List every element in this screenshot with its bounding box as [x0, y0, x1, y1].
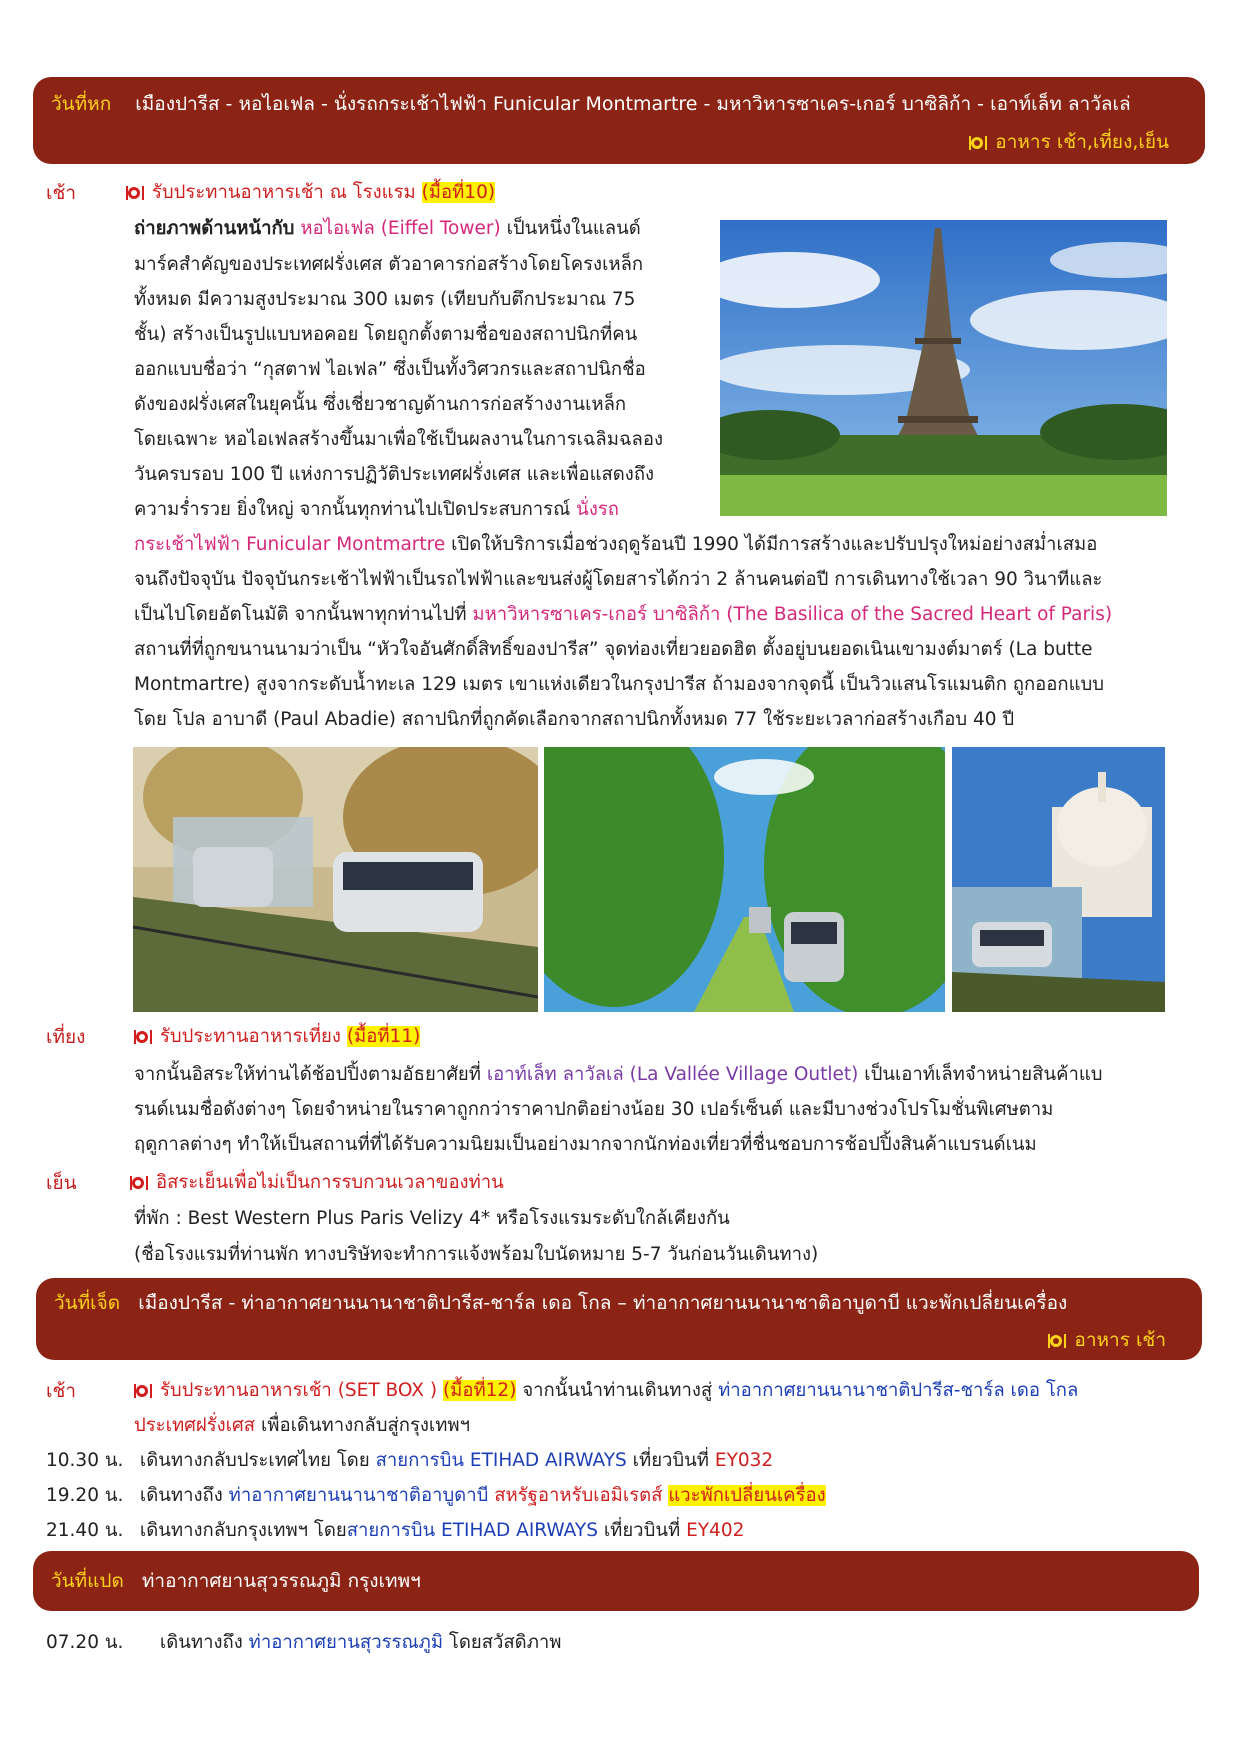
flight-1-mid: เที่ยวบินที่: [632, 1450, 710, 1471]
day6-breakfast-text: รับประทานอาหารเช้า ณ โรงแรม: [152, 182, 416, 203]
eiffel-link: หอไอเฟล (Eiffel Tower): [300, 218, 501, 239]
day6-lunch-l1c: เป็นเอาท์เล็ทจำหน่ายสินค้าแบ: [864, 1064, 1103, 1085]
day6-title: เมืองปารีส - หอไอเฟล - นั่งรถกระเช้าไฟฟ้า Funicular Montmartre - มหาวิหารซาเคร-เกอร์ บาซิลิก้า - เอาท์เล็ท ลาวัลเล่: [135, 93, 1131, 115]
day6-p1-line7: โดยเฉพาะ หอไอเฟลสร้างขึ้นมาเพื่อใช้เป็นผลงานในการเฉลิมฉลอง: [134, 429, 664, 450]
day6-p1-line9: [134, 495, 619, 524]
day6-p1-l9a: ความร่ำรวย ยิ่งใหญ่ จากนั้นทุกท่านไปเปิดประสบการณ์: [134, 499, 571, 520]
day6-hotel-note: (ชื่อโรงแรมที่ท่านพัก ทางบริษัทจะทำการแจ้งพร้อมใบนัดหมาย 5-7 วันก่อนวันเดินทาง): [134, 1244, 819, 1265]
day7-label: วันที่เจ็ด: [54, 1292, 121, 1314]
day7-country: ประเทศฝรั่งเศส: [134, 1415, 256, 1436]
eiffel-tower-illustration: [720, 220, 1167, 516]
flight-2-airport: ท่าอากาศยานนานาชาติอาบูดาบี: [228, 1485, 489, 1506]
day6-p1-line1: [134, 214, 641, 243]
day6-p1-line5: ออกแบบชื่อว่า “กุสตาฟ ไอเฟล” ซึ่งเป็นทั้งวิศวกรและสถาปนิกชื่อ: [134, 359, 646, 380]
day6-p1-l10b: เปิดให้บริการเมื่อช่วงฤดูร้อนปี 1990 ได้มีการสร้างและปรับปรุงใหม่อย่างสม่ำเสมอ: [451, 534, 1098, 555]
flight-3-mid: เที่ยวบินที่: [603, 1520, 681, 1541]
day6-lunch-text: รับประทานอาหารเที่ยง: [160, 1026, 341, 1047]
flight-1-number: EY032: [714, 1450, 774, 1471]
day6-lunch-l2: รนด์เนมชื่อดังต่างๆ โดยจำหน่ายในราคาถูกกว่าราคาปกติอย่างน้อย 30 เปอร์เซ็นต์ และมีบางช่วงโปรโมชั่นพิเศษตาม: [134, 1099, 1054, 1120]
meal-icon: [126, 186, 144, 200]
funicular-summer-illustration: [544, 747, 945, 1012]
day6-breakfast-slot: เช้า: [46, 182, 77, 204]
day8-banner-title-line: [51, 1566, 421, 1596]
eiffel-tower-photo: [720, 220, 1167, 516]
arrival-row: [46, 1628, 561, 1657]
day7-rest: เพื่อเดินทางกลับสู่กรุงเทพฯ: [260, 1415, 471, 1436]
day6-meals: [969, 127, 1169, 157]
day6-dinner-line: [130, 1168, 504, 1197]
flight-2-time: 19.20 น.: [46, 1485, 124, 1506]
day6-lunch-l1a: จากนั้นอิสระให้ท่านได้ช้อปปิ้งตามอัธยาศัยที่: [134, 1064, 481, 1085]
day6-p1-line2: มาร์คสำคัญของประเทศฝรั่งเศส ตัวอาคารก่อสร้างโดยโครงเหล็ก: [134, 254, 644, 275]
day6-breakfast-line: [126, 178, 495, 207]
day6-p1-line15: โดย โปล อาบาดี (Paul Abadie) สถาปนิกที่ถูกคัดเลือกจากสถาปนิกทั้งหมด 77 ใช้ระยะเวลาก่อสร้างเกือบ 40 ปี: [134, 709, 1015, 730]
day6-p1-line11: จนถึงปัจจุบัน ปัจจุบันกระเช้าไฟฟ้าเป็นรถไฟฟ้าและขนส่งผู้โดยสารได้กว่า 2 ล้านคนต่อปี การเดินทางใช้เวลา 90 วินาทีและ: [134, 569, 1103, 590]
day6-p1-l1: เป็นหนึ่งในแลนด์: [506, 218, 641, 239]
flight-1-text: เดินทางกลับประเทศไทย โดย: [139, 1450, 370, 1471]
day6-dinner-slot: เย็น: [46, 1172, 77, 1194]
day6-hotel: ที่พัก : Best Western Plus Paris Velizy 4* หรือโรงแรมระดับใกล้เคียงกัน: [134, 1208, 730, 1229]
day7-title: เมืองปารีส - ท่าอากาศยานนานาชาติปารีส-ชาร์ล เดอ โกล – ท่าอากาศยานนานาชาติอาบูดาบี แวะพักเปลี่ยนเครื่อง: [138, 1292, 1068, 1314]
day7-breakfast-after: จากนั้นนำท่านเดินทางสู่: [522, 1380, 713, 1401]
day6-p1-line6: ดังของฝรั่งเศสในยุคนั้น ซึ่งเชี่ยวชาญด้านการก่อสร้างงานเหล็ก: [134, 394, 627, 415]
day7-breakfast-line2: [134, 1411, 470, 1440]
sacre-coeur-illustration: [952, 747, 1165, 1012]
day7-meals: [1048, 1325, 1166, 1355]
flight-3-airline: สายการบิน ETIHAD AIRWAYS: [346, 1520, 598, 1541]
day6-label: วันที่หก: [51, 93, 112, 115]
flight-3-time: 21.40 น.: [46, 1520, 124, 1541]
day6-p1-line4: ชั้น) สร้างเป็นรูปแบบหอคอย โดยถูกตั้งตามชื่อของสถาปนิกที่คน: [134, 324, 638, 345]
arrival-text: เดินทางถึง: [159, 1632, 243, 1653]
meal-icon: [1048, 1334, 1066, 1348]
day7-banner: [36, 1278, 1202, 1360]
flight-1-time: 10.30 น.: [46, 1450, 124, 1471]
day6-p1-lead: ถ่ายภาพด้านหน้ากับ: [134, 218, 295, 239]
day6-dinner-text: อิสระเย็นเพื่อไม่เป็นการรบกวนเวลาของท่าน: [156, 1172, 504, 1193]
day6-p1-l12a: เป็นไปโดยอัตโนมัติ จากนั้นพาทุกท่านไปที่: [134, 604, 467, 625]
flight-row-3: [46, 1516, 744, 1545]
day6-p1-line3: ทั้งหมด มีความสูงประมาณ 300 เมตร (เทียบกับตึกประมาณ 75: [134, 289, 636, 310]
cdg-airport-link: ท่าอากาศยานนานาชาติปารีส-ชาร์ล เดอ โกล: [718, 1380, 1079, 1401]
flight-2-country: สหรัฐอาหรับเอมิเรตส์: [494, 1485, 663, 1506]
basilica-link: มหาวิหารซาเคร-เกอร์ บาซิลิก้า (The Basilica of the Sacred Heart of Paris): [472, 604, 1113, 625]
flight-3-text: เดินทางกลับกรุงเทพฯ โดย: [139, 1520, 347, 1541]
flight-row-1: [46, 1446, 773, 1475]
meal-icon: [134, 1384, 152, 1398]
day6-p1-line13: สถานที่ที่ถูกขนานนามว่าเป็น “หัวใจอันศักดิ์สิทธิ์ของปารีส” จุดท่องเที่ยวยอดฮิต ตั้งอยู่บนยอดเนินเขามงต์มาตร์ (La butte: [134, 639, 1093, 660]
day7-breakfast-line: [134, 1376, 1078, 1405]
day8-banner: [33, 1551, 1199, 1611]
meal-icon: [130, 1176, 148, 1190]
day8-label: วันที่แปด: [51, 1570, 124, 1592]
day6-p1-line10: [134, 530, 1097, 559]
funicular-autumn-photo: [133, 747, 538, 1012]
day6-p1-line8: วันครบรอบ 100 ปี แห่งการปฏิวัติประเทศฝรั่งเศส และเพื่อแสดงถึง: [134, 464, 655, 485]
outlet-link: เอาท์เล็ท ลาวัลเล่ (La Vallée Village Outlet): [486, 1064, 859, 1085]
day6-banner-title-line: [51, 89, 1131, 119]
day6-p1-line14: Montmartre) สูงจากระดับน้ำทะเล 129 เมตร เขาแห่งเดียวในกรุงปารีส ถ้ามองจากจุดนี้ เป็นวิวแสนโรแมนติก ถูกออกแบบ: [134, 674, 1105, 695]
funicular-summer-photo: [544, 747, 945, 1012]
arrival-time: 07.20 น.: [46, 1632, 124, 1653]
day6-p1-line12: [134, 600, 1112, 629]
day6-lunch-slot: เที่ยง: [46, 1026, 86, 1048]
flight-2-transit: แวะพักเปลี่ยนเครื่อง: [668, 1485, 826, 1506]
day6-meals-text: อาหาร เช้า,เที่ยง,เย็น: [995, 131, 1169, 153]
day8-title: ท่าอากาศยานสุวรรณภูมิ กรุงเทพฯ: [141, 1570, 421, 1592]
day6-lunch-l1: [134, 1060, 1103, 1089]
flight-2-text: เดินทางถึง: [139, 1485, 223, 1506]
suvarnabhumi-link: ท่าอากาศยานสุวรรณภูมิ: [248, 1632, 444, 1653]
meal-icon: [134, 1030, 152, 1044]
flight-1-airline: สายการบิน ETIHAD AIRWAYS: [375, 1450, 627, 1471]
day7-banner-title-line: [54, 1288, 1067, 1318]
day6-banner: [33, 77, 1205, 164]
funicular-link-start: นั่งรถ: [576, 499, 619, 520]
day7-breakfast-text: รับประทานอาหารเช้า (SET BOX ): [160, 1380, 438, 1401]
day7-meals-text: อาหาร เช้า: [1074, 1329, 1166, 1351]
funicular-autumn-illustration: [133, 747, 538, 1012]
funicular-link: กระเช้าไฟฟ้า Funicular Montmartre: [134, 534, 446, 555]
day6-lunch-line: [134, 1022, 420, 1051]
meal-icon: [969, 136, 987, 150]
day7-breakfast-slot: เช้า: [46, 1380, 77, 1402]
sacre-coeur-photo: [952, 747, 1165, 1012]
day6-breakfast-meal-no: (มื้อที่10): [421, 182, 496, 203]
flight-3-number: EY402: [686, 1520, 745, 1541]
flight-row-2: [46, 1481, 826, 1510]
day6-lunch-meal-no: (มื้อที่11): [346, 1026, 421, 1047]
arrival-rest: โดยสวัสดิภาพ: [448, 1632, 562, 1653]
day7-breakfast-meal-no: (มื้อที่12): [442, 1380, 517, 1401]
day6-lunch-l3: ฤดูกาลต่างๆ ทำให้เป็นสถานที่ที่ได้รับความนิยมเป็นอย่างมากจากนักท่องเที่ยวที่ชื่นชอบการช้อปปิ้งสินค้าแบรนด์เนม: [134, 1134, 1037, 1155]
